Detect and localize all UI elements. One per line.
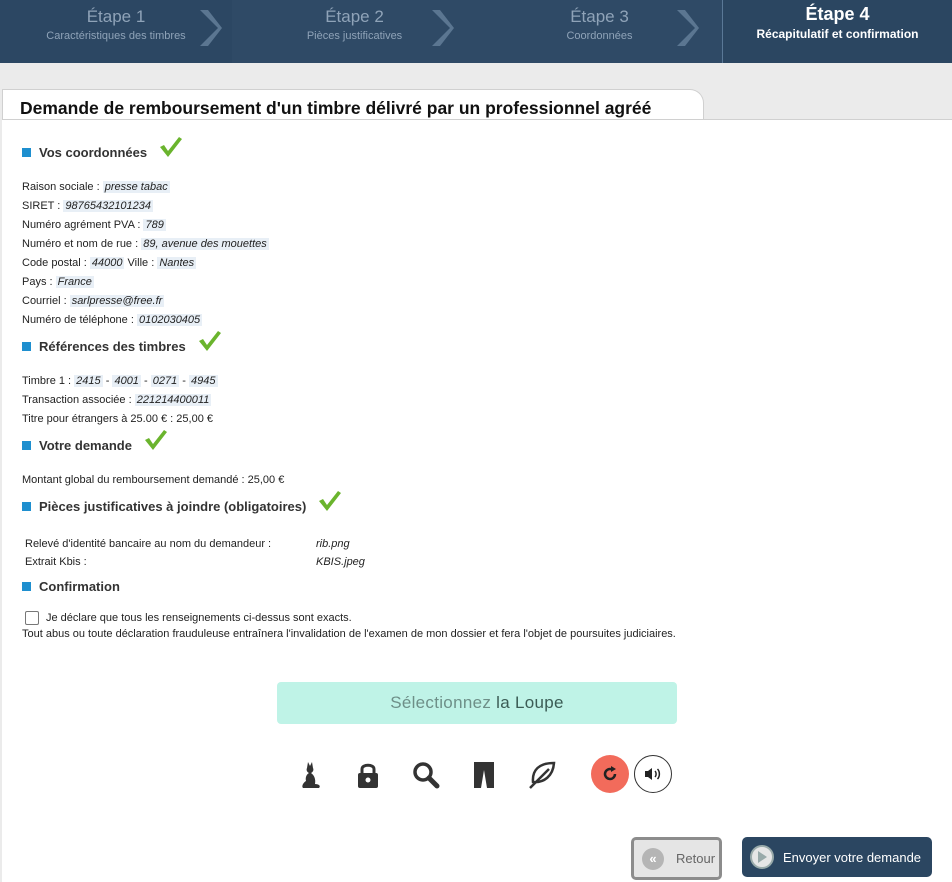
transaction-row [22, 394, 211, 406]
bullet-square-icon [22, 342, 31, 351]
back-button-label: Retour [676, 851, 716, 866]
cat-icon[interactable] [292, 757, 328, 793]
label: Timbre 1 : [22, 375, 72, 387]
step-4-subtitle: Récapitulatif et confirmation [756, 27, 919, 41]
raison-sociale-row [22, 181, 170, 193]
refresh-icon [601, 765, 619, 783]
section-heading: Références des timbres [39, 339, 186, 354]
label: SIRET : [22, 200, 61, 212]
value: 789 [145, 219, 164, 231]
step-2[interactable] [232, 0, 477, 63]
label: Pays : [22, 276, 53, 288]
separator: - [182, 375, 186, 387]
page-title: Demande de remboursement d'un timbre délivré par un professionnel agréé [20, 98, 652, 118]
value: Nantes [159, 257, 195, 269]
value: sarlpresse@free.fr [71, 295, 163, 307]
captcha-instruction: Sélectionnez [390, 693, 492, 712]
step-2-title: Étape 2 [325, 7, 384, 26]
audio-captcha-button[interactable] [634, 755, 672, 793]
code-postal-row [22, 257, 196, 269]
captcha-prompt [277, 682, 677, 724]
trousers-icon[interactable] [466, 757, 502, 793]
piece-file[interactable]: rib.png [316, 538, 350, 550]
send-button-label: Envoyer votre demande [783, 849, 922, 865]
label: Courriel : [22, 295, 67, 307]
step-3-subtitle: Coordonnées [566, 30, 633, 42]
step-1[interactable] [0, 0, 232, 63]
title-tab [2, 89, 704, 121]
titre-row: Titre pour étrangers à 25.00 € : 25,00 € [22, 413, 213, 425]
value: France [57, 276, 92, 288]
speaker-icon [644, 767, 662, 781]
section-timbres [22, 339, 222, 354]
chevron-right-icon [430, 8, 454, 48]
fraud-warning: Tout abus ou toute déclaration frauduleuse entraînera l'invalidation de l'examen de mon dossier et fera l'objet de poursuites judiciaires. [22, 628, 676, 640]
padlock-icon[interactable] [350, 757, 386, 793]
label: Numéro et nom de rue : [22, 238, 139, 250]
separator: - [144, 375, 148, 387]
step-2-subtitle: Pièces justificatives [306, 30, 403, 42]
section-heading: Pièces justificatives à joindre (obligatoires) [39, 499, 307, 514]
leaf-icon[interactable] [524, 757, 560, 793]
double-chevron-left-icon: « [642, 848, 664, 870]
label: Transaction associée : [22, 394, 132, 406]
separator: - [105, 375, 110, 387]
section-pieces [22, 499, 342, 514]
label: Numéro de téléphone : [22, 314, 134, 326]
value: 44000 [91, 257, 123, 269]
siret-row [22, 200, 153, 212]
step-4-title: Étape 4 [805, 4, 870, 24]
magnifier-icon[interactable] [408, 757, 444, 793]
section-demande [22, 438, 168, 453]
chevron-right-icon [198, 8, 222, 48]
section-confirmation [22, 579, 120, 594]
step-3-title: Étape 3 [570, 7, 629, 26]
refresh-captcha-button[interactable] [591, 755, 629, 793]
montant-row: Montant global du remboursement demandé : 25,00 € [22, 474, 285, 486]
section-heading: Confirmation [39, 579, 120, 594]
piece-file[interactable]: KBIS.jpeg [316, 556, 365, 568]
timbre-part: 4001 [114, 375, 139, 387]
step-1-title: Étape 1 [86, 7, 146, 26]
label: Numéro agrément PVA : [22, 219, 141, 231]
step-4-current [722, 0, 952, 63]
value: 221214400011 [136, 394, 210, 406]
timbre-part: 4945 [191, 375, 216, 387]
play-icon [750, 845, 774, 869]
timbre-row [22, 375, 218, 387]
courriel-row [22, 295, 164, 307]
bullet-square-icon [22, 441, 31, 450]
timbre-part: 2415 [76, 375, 101, 387]
label: Raison sociale : [22, 181, 100, 193]
piece-label: Relevé d'identité bancaire au nom du demandeur : [25, 538, 272, 550]
pva-row [22, 219, 166, 231]
checkmark-icon [159, 136, 183, 158]
value: 98765432101234 [65, 200, 152, 212]
send-request-button[interactable] [742, 837, 932, 877]
piece-label: Extrait Kbis : [25, 556, 87, 568]
checkmark-icon [144, 429, 168, 451]
confirm-checkbox-label[interactable]: Je déclare que tous les renseignements ci-dessus sont exacts. [46, 612, 352, 624]
chevron-right-icon [675, 8, 699, 48]
label: Ville : [127, 257, 155, 269]
section-coordonnees [22, 145, 183, 160]
section-heading: Votre demande [39, 438, 132, 453]
value: presse tabac [104, 181, 168, 193]
captcha-target: la Loupe [496, 693, 564, 712]
bullet-square-icon [22, 148, 31, 157]
confirm-checkbox[interactable] [25, 611, 39, 625]
value: 89, avenue des mouettes [143, 238, 267, 250]
telephone-row [22, 314, 202, 326]
bullet-square-icon [22, 582, 31, 591]
steps-bar [0, 0, 952, 63]
checkmark-icon [318, 490, 342, 512]
step-1-subtitle: Caractéristiques des timbres [46, 30, 186, 42]
pays-row [22, 276, 94, 288]
label: Code postal : [22, 257, 87, 269]
bullet-square-icon [22, 502, 31, 511]
step-3[interactable] [477, 0, 722, 63]
rue-row [22, 238, 269, 250]
back-button[interactable] [631, 837, 722, 880]
section-heading: Vos coordonnées [39, 145, 148, 160]
timbre-part: 0271 [152, 375, 178, 387]
value: 0102030405 [138, 314, 201, 326]
checkmark-icon [198, 330, 222, 352]
